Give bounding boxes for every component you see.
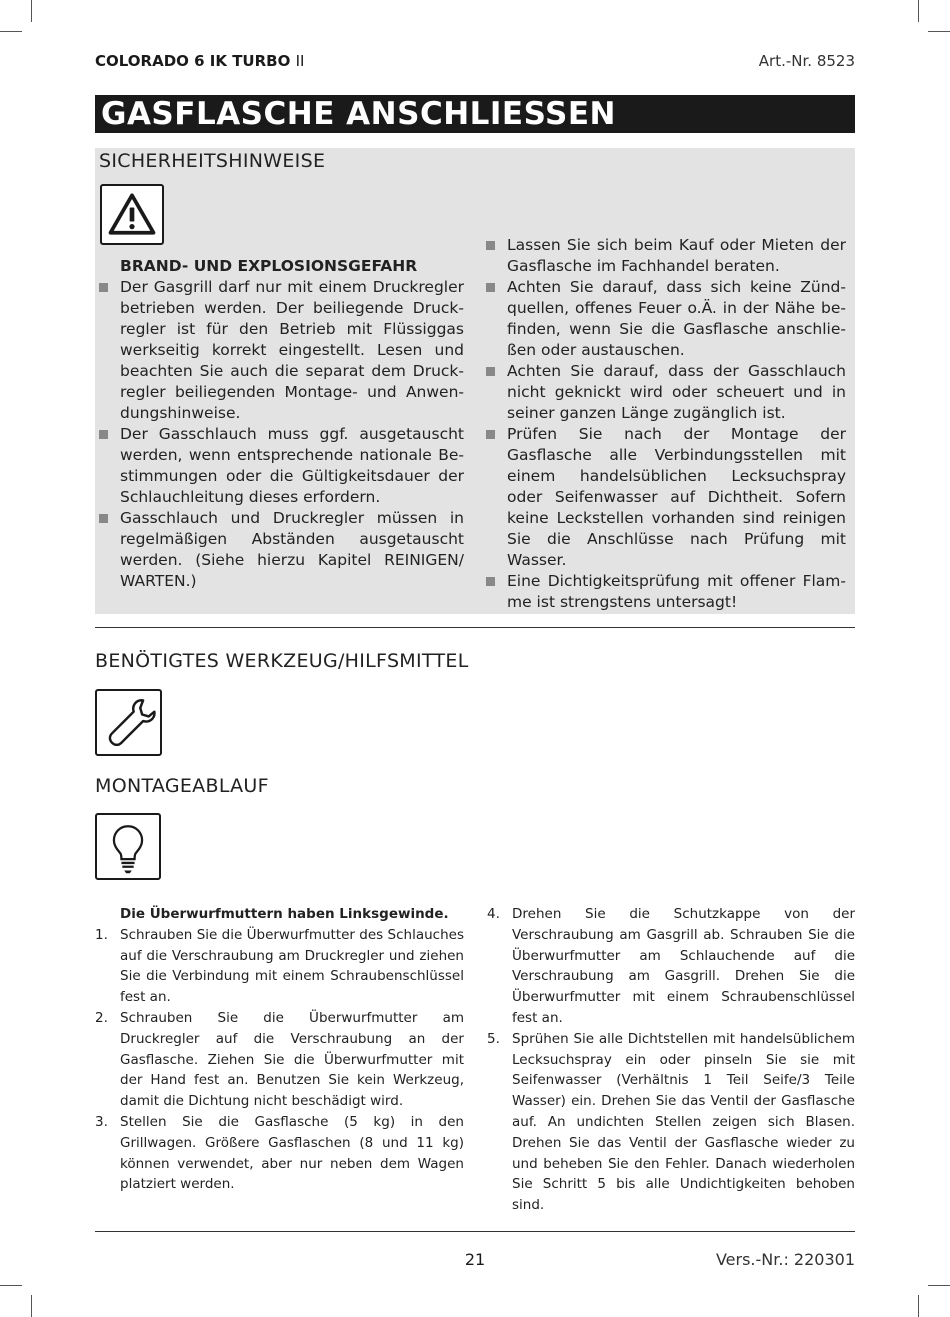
page-header [95, 52, 855, 74]
safety-heading: SICHERHEITSHINWEISE [99, 150, 326, 172]
crop-mark [918, 0, 919, 22]
wrench-icon [95, 689, 162, 756]
section-divider [95, 627, 855, 628]
bullet-square-icon [99, 430, 108, 439]
warning-title: BRAND- UND EXPLOSIONSGEFAHR [120, 257, 418, 275]
tools-heading: BENÖTIGTES WERKZEUG/HILFSMITTEL [95, 650, 469, 672]
steps-left-column [95, 904, 464, 1195]
assembly-heading: MONTAGEABLAUF [95, 775, 269, 797]
crop-mark [918, 1295, 919, 1317]
footer-divider [95, 1231, 855, 1232]
chapter-title: GASFLASCHE ANSCHLIESSEN [101, 96, 616, 132]
safety-left-column [95, 256, 464, 592]
page-number: 21 [464, 1250, 486, 1269]
crop-mark [0, 1285, 22, 1286]
model-name: COLORADO 6 IK TURBO II [95, 52, 305, 70]
crop-mark [0, 31, 22, 32]
warning-triangle-icon [100, 184, 164, 245]
list-item: Gasschlauch und Druckregler müssen in regelmäßigen Abständen ausgetauscht werden. (Siehe hierzu Kapitel REINIGEN/ WARTEN.) [95, 508, 464, 592]
bullet-square-icon [99, 283, 108, 292]
list-item: Der Gasschlauch muss ggf. ausgetauscht werden, wenn entsprechende nationale Bestimmungen oder die Gültigkeitsdauer der Schlauchleitung dieses erfordern. [95, 424, 464, 508]
step-item: 2. Schrauben Sie die Überwurfmutter am Druckregler auf die Verschraubung an der Gasflasche. Ziehen Sie die Überwurfmutter mit der Hand fest an. Benutzen Sie kein Werkzeug, damit die Dichtung nicht beschädigt wird. [95, 1009, 464, 1110]
step-item: 4. Drehen Sie die Schutzkappe von der Verschraubung am Gasgrill ab. Schrauben Sie die Überwurfmutter am Schlauchende auf die Verschraubung am Gasgrill. Drehen Sie die Überwurfmutter mit einem Schraubenschlüssel fest an. [487, 906, 855, 1026]
step-item: 1. Schrauben Sie die Überwurfmutter des Schlauches auf die Verschraubung am Druckregler und ziehen Sie die Verbindung mit einem Schraubenschlüssel fest an. [95, 926, 464, 1006]
list-item: Achten Sie darauf, dass sich keine Zündquellen, offenes Feuer o.Ä. in der Nähe befinden, wenn Sie die Gasflasche anschließen oder austauschen. [482, 277, 846, 361]
bullet-square-icon [486, 283, 495, 292]
bullet-square-icon [486, 577, 495, 586]
bullet-square-icon [486, 241, 495, 250]
crop-mark [31, 0, 32, 22]
bullet-square-icon [486, 367, 495, 376]
list-item: Lassen Sie sich beim Kauf oder Mieten der Gasflasche im Fachhandel beraten. [482, 235, 846, 277]
safety-notes-box [95, 148, 855, 614]
list-item: Achten Sie darauf, dass der Gasschlauch nicht geknickt wird oder scheuert und in seiner ganzen Länge zugänglich ist. [482, 361, 846, 424]
version-number: Vers.-Nr.: 220301 [715, 1250, 855, 1269]
step-item: 3. Stellen Sie die Gasflasche (5 kg) in den Grillwagen. Größere Gasflaschen (8 und 11 kg) können verwendet, aber nur neben dem Wagen platziert werden. [95, 1113, 464, 1193]
step-item: 5. Sprühen Sie alle Dichtstellen mit handelsüblichem Lecksuchspray ein oder pinseln Sie sie mit Seifenwasser (Verhältnis 1 Teil Seife/3 Teile Wasser) ein. Drehen Sie das Ventil der Gasflasche auf. An undichten Stellen zeigen sich Blasen. Drehen Sie das Ventil der Gasflasche wieder zu und beheben Sie den Fehler. Danach wiederholen Sie Schritt 5 bis alle Undichtigkeiten behoben sind. [487, 1030, 855, 1214]
list-item: Der Gasgrill darf nur mit einem Druckregler betrieben werden. Der beiliegende Druckregler ist für den Betrieb mit Flüssiggas werkseitig korrekt eingestellt. Lesen und beachten Sie auch die separat dem Druckregler beiliegenden Montage- und Anwendungshinweise. [95, 277, 464, 424]
list-item: Eine Dichtigkeitsprüfung mit offener Flamme ist strengstens untersagt! [482, 571, 846, 613]
thread-note: Die Überwurfmuttern haben Linksgewinde. [120, 906, 449, 922]
crop-mark [928, 1285, 950, 1286]
list-item: Prüfen Sie nach der Montage der Gasflasche alle Verbindungsstellen mit einem handelsüblichen Lecksuchspray oder Seifenwasser auf Dichtheit. Sofern keine Leckstellen vorhanden sind reinigen Sie die Anschlüsse nach Prüfung mit Wasser. [482, 424, 846, 571]
bullet-square-icon [486, 430, 495, 439]
article-number: Art.-Nr. 8523 [758, 52, 855, 70]
chapter-title-bar [95, 95, 855, 133]
bullet-square-icon [99, 514, 108, 523]
safety-right-column [482, 235, 846, 613]
steps-right-column [487, 904, 855, 1216]
light-bulb-icon [95, 813, 161, 880]
model-generation: II [295, 52, 305, 70]
crop-mark [31, 1295, 32, 1317]
crop-mark [928, 31, 950, 32]
